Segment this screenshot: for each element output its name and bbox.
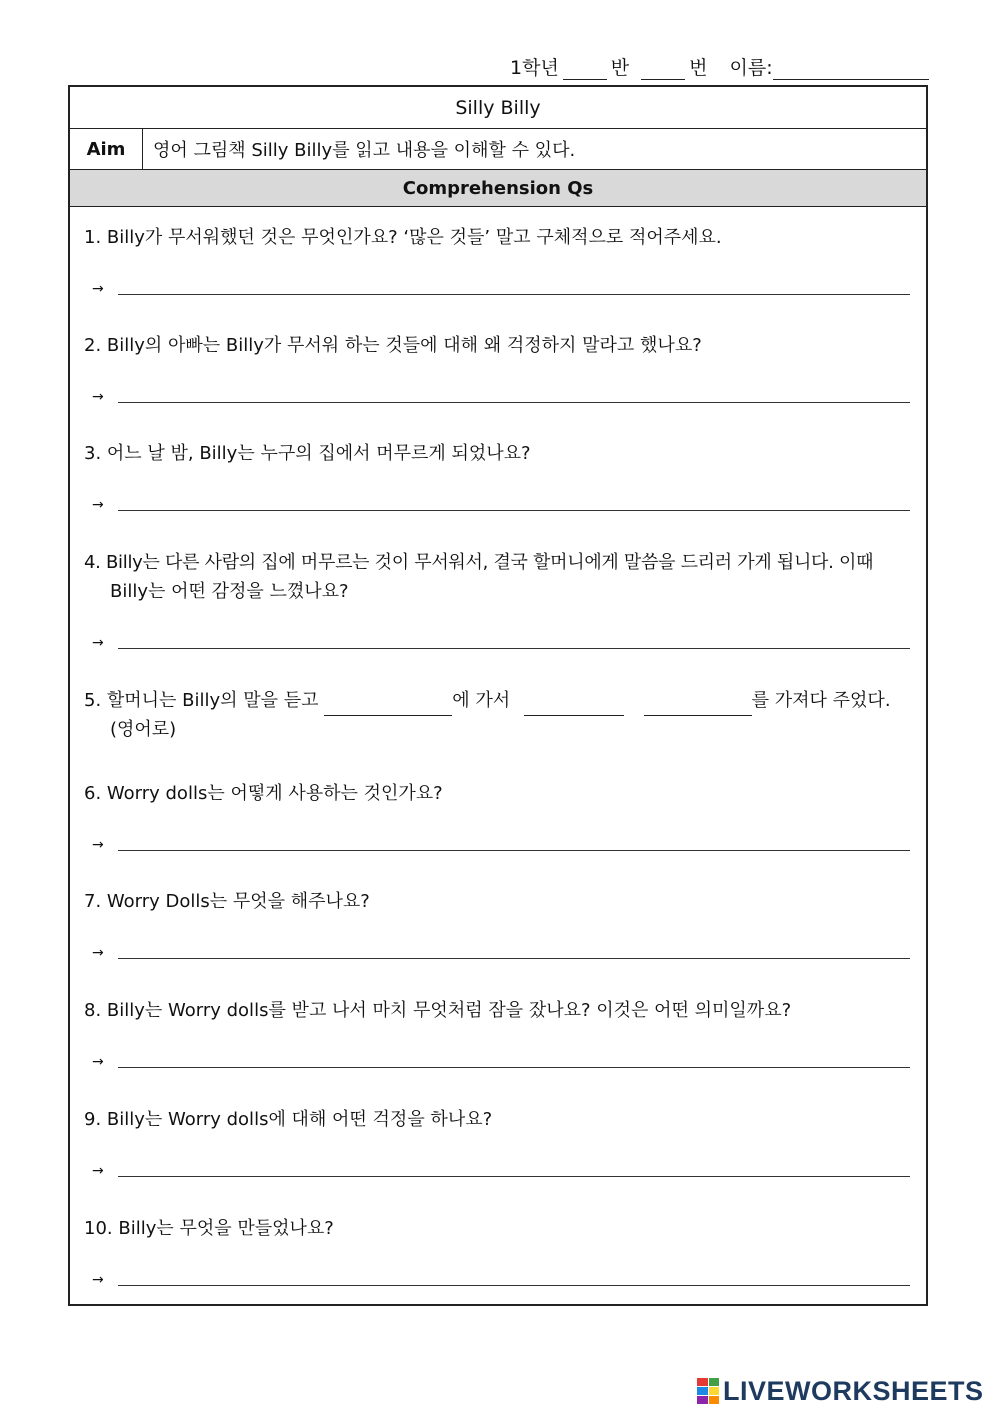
answer-line-1[interactable] [92, 275, 910, 297]
q5-blank-item-1[interactable] [524, 693, 624, 716]
liveworksheets-logo[interactable] [697, 1376, 984, 1406]
question-3: 3. 어느 날 밤, Billy는 누구의 집에서 머무르게 되었나요? [84, 443, 531, 464]
q5-blank-place[interactable] [324, 693, 452, 716]
number-blank[interactable] [641, 57, 685, 80]
arrow-icon: → [92, 497, 104, 513]
question-4-continued: Billy는 어떤 감정을 느꼈나요? [110, 581, 349, 602]
answer-line-10[interactable] [92, 1266, 910, 1288]
question-7: 7. Worry Dolls는 무엇을 해주나요? [84, 891, 370, 912]
arrow-icon: → [92, 945, 104, 961]
answer-line-8[interactable] [92, 1048, 910, 1070]
logo-mark-block [709, 1378, 720, 1386]
logo-mark-icon [697, 1378, 719, 1404]
arrow-icon: → [92, 281, 104, 297]
arrow-icon: → [92, 837, 104, 853]
q5-text-2: 에 가서 [452, 690, 511, 711]
question-4: 4. Billy는 다른 사람의 집에 머무르는 것이 무서워서, 결국 할머니에게 말씀을 드리러 가게 됩니다. 이때 [84, 552, 874, 573]
logo-wordmark: LIVEWORKSHEETS [723, 1375, 984, 1406]
question-8: 8. Billy는 Worry dolls를 받고 나서 마치 무엇처럼 잠을 잤나요? 이것은 어떤 의미일까요? [84, 1000, 792, 1021]
student-info-header [500, 50, 940, 80]
logo-mark-block [697, 1387, 708, 1395]
arrow-icon: → [92, 1272, 104, 1288]
q5-blank-item-2[interactable] [644, 693, 752, 716]
question-6: 6. Worry dolls는 어떻게 사용하는 것인가요? [84, 783, 443, 804]
q5-text-1: 5. 할머니는 Billy의 말을 듣고 [84, 690, 319, 711]
arrow-icon: → [92, 635, 104, 651]
worksheet-table [68, 85, 928, 1306]
answer-line-3[interactable] [92, 491, 910, 513]
logo-mark-block [697, 1396, 708, 1404]
question-2: 2. Billy의 아빠는 Billy가 무서워 하는 것들에 대해 왜 걱정하지 말라고 했나요? [84, 335, 702, 356]
number-label: 번 [689, 57, 708, 79]
worksheet-title: Silly Billy [70, 87, 926, 129]
question-1: 1. Billy가 무서워했던 것은 무엇인가요? ‘많은 것들’ 말고 구체적으로 적어주세요. [84, 227, 722, 248]
aim-text: 영어 그림책 Silly Billy를 읽고 내용을 이해할 수 있다. [153, 140, 576, 161]
class-label: 반 [610, 57, 630, 79]
question-5 [84, 686, 914, 716]
section-title: Comprehension Qs [70, 170, 926, 207]
answer-line-4[interactable] [92, 629, 910, 651]
name-blank[interactable] [773, 57, 929, 80]
logo-mark-block [709, 1396, 720, 1404]
answer-line-2[interactable] [92, 383, 910, 405]
question-10: 10. Billy는 무엇을 만들었나요? [84, 1218, 334, 1239]
name-label: 이름: [729, 57, 773, 79]
aim-label: Aim [70, 129, 143, 169]
answer-line-7[interactable] [92, 939, 910, 961]
arrow-icon: → [92, 1054, 104, 1070]
aim-row [70, 129, 926, 170]
logo-mark-block [697, 1378, 708, 1386]
arrow-icon: → [92, 1163, 104, 1179]
arrow-icon: → [92, 389, 104, 405]
class-blank[interactable] [563, 57, 607, 80]
question-9: 9. Billy는 Worry dolls에 대해 어떤 걱정을 하나요? [84, 1109, 493, 1130]
answer-line-9[interactable] [92, 1157, 910, 1179]
logo-mark-block [709, 1387, 720, 1395]
q5-text-3: 를 가져다 주었다. [751, 690, 891, 711]
q5-note: (영어로) [110, 719, 177, 740]
grade-label: 1학년 [510, 57, 559, 79]
answer-line-6[interactable] [92, 831, 910, 853]
